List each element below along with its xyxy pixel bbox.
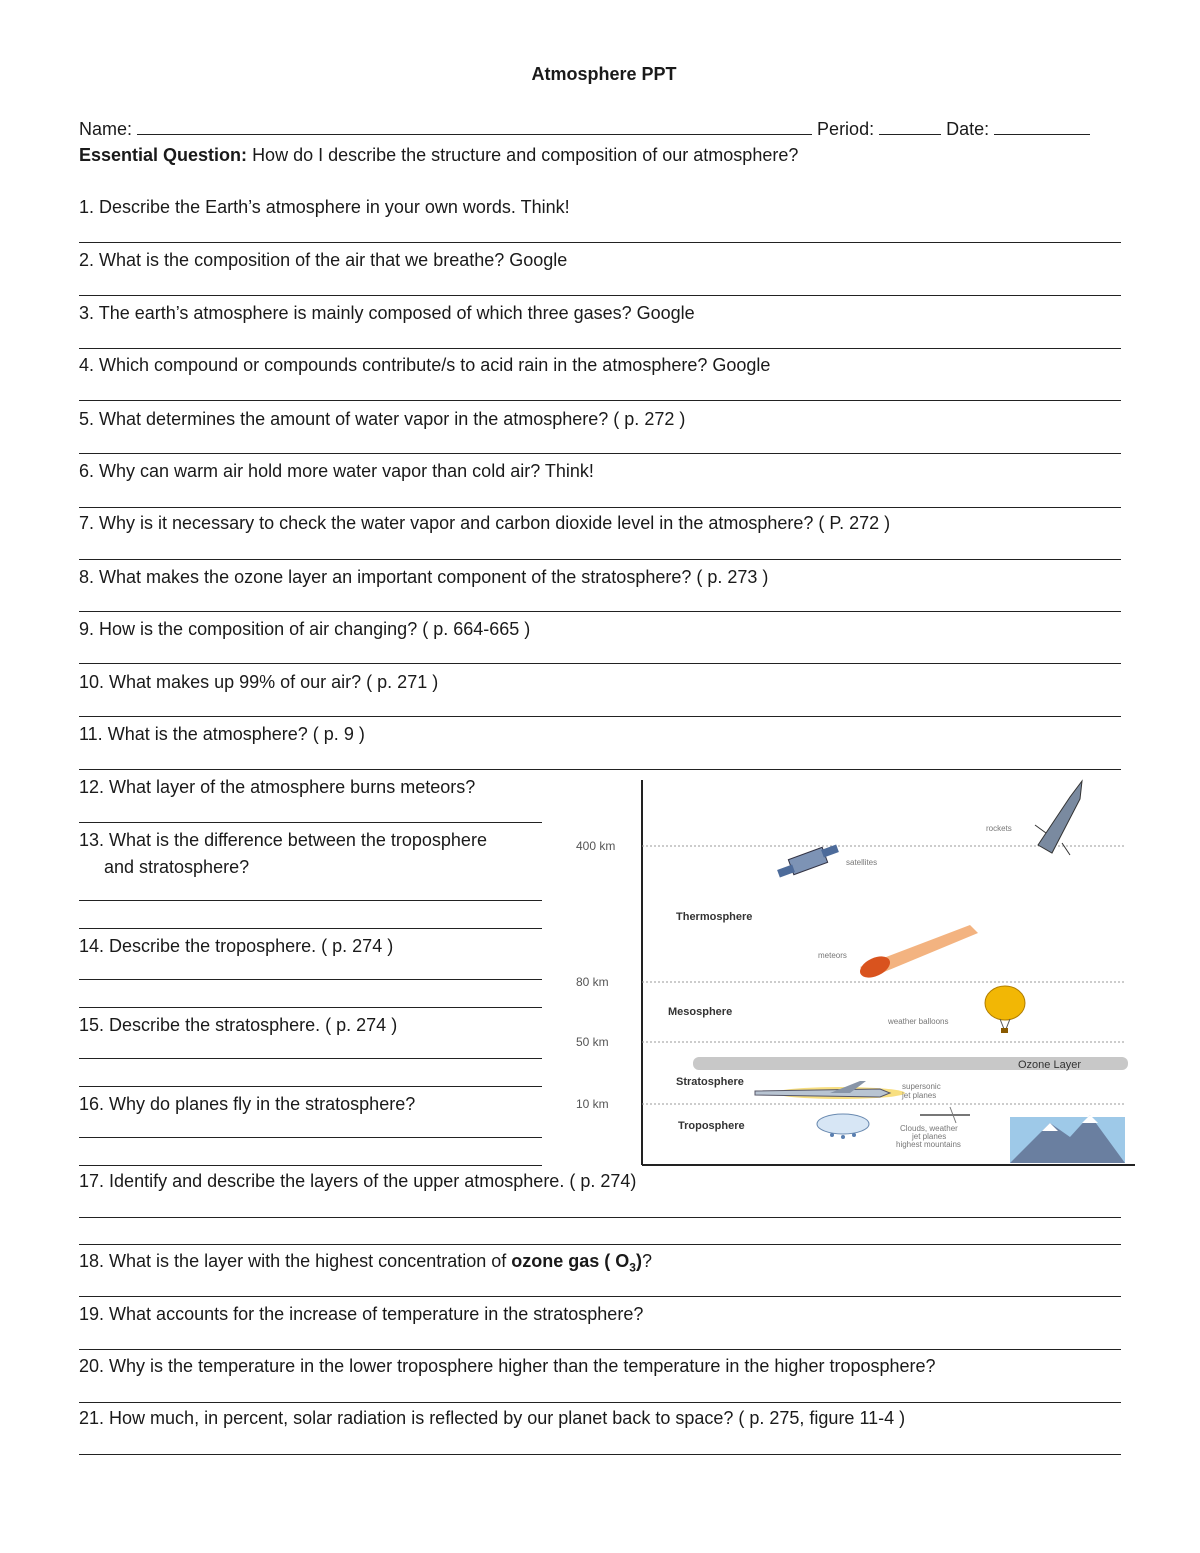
altitude-label: 80 km [576, 975, 609, 989]
answer-line[interactable] [79, 1454, 1121, 1455]
object-label: Clouds, weather [900, 1124, 958, 1133]
answer-line[interactable] [79, 242, 1121, 243]
meteor-icon [857, 925, 978, 982]
question-18: 18. What is the layer with the highest concentration of ozone gas ( $O_3$)? [79, 1251, 652, 1275]
question-9: 9. How is the composition of air changing? ( p. 664-665 ) [79, 619, 531, 639]
question-8: 8. What makes the ozone layer an important component of the stratosphere? ( p. 273 ) [79, 567, 769, 587]
answer-line[interactable] [79, 348, 1121, 349]
essential-text: How do I describe the structure and composition of our atmosphere? [252, 145, 799, 165]
object-label: meteors [818, 951, 847, 960]
question-15: 15. Describe the stratosphere. ( p. 274 ) [79, 1015, 398, 1035]
altitude-label: 50 km [576, 1035, 609, 1049]
page-title: Atmosphere PPT [531, 64, 677, 84]
question-5: 5. What determines the amount of water vapor in the atmosphere? ( p. 272 ) [79, 409, 686, 429]
object-label: highest mountains [896, 1140, 961, 1149]
question-10: 10. What makes up 99% of our air? ( p. 271 ) [79, 672, 439, 692]
ozone-label: Ozone Layer [1018, 1059, 1081, 1071]
answer-line[interactable] [79, 1217, 1121, 1218]
question-16: 16. Why do planes fly in the stratosphere? [79, 1094, 416, 1114]
answer-line[interactable] [79, 1137, 542, 1138]
question-3: 3. The earth’s atmosphere is mainly composed of which three gases? Google [79, 303, 695, 323]
layer-label: Stratosphere [676, 1076, 744, 1088]
answer-line[interactable] [79, 295, 1121, 296]
question-1: 1. Describe the Earth’s atmosphere in your own words. Think! [79, 197, 570, 217]
answer-line[interactable] [79, 1349, 1121, 1350]
answer-line[interactable] [79, 928, 542, 929]
object-label: weather balloons [888, 1017, 949, 1026]
question-13: 13. What is the difference between the troposphere [79, 830, 487, 850]
question-14: 14. Describe the troposphere. ( p. 274 ) [79, 936, 394, 956]
answer-line[interactable] [79, 822, 542, 823]
jet-plane-icon [920, 1107, 970, 1123]
date-label: Date: [946, 119, 990, 139]
answer-line[interactable] [79, 559, 1121, 560]
layer-label: Troposphere [678, 1120, 745, 1132]
layer-label: Mesosphere [668, 1006, 733, 1018]
answer-line[interactable] [79, 507, 1121, 508]
answer-line[interactable] [79, 400, 1121, 401]
answer-line[interactable] [79, 1007, 542, 1008]
header-row [79, 116, 1090, 140]
answer-line[interactable] [79, 979, 542, 980]
date-field[interactable] [994, 116, 1090, 135]
name-field[interactable] [137, 116, 812, 135]
mountain-icon [1010, 1115, 1125, 1163]
question-21: 21. How much, in percent, solar radiation is reflected by our planet back to space? ( p. 275, figure 11-4 ) [79, 1408, 906, 1428]
question-17: 17. Identify and describe the layers of the upper atmosphere. ( p. 274) [79, 1171, 637, 1191]
period-label: Period: [817, 119, 875, 139]
essential-label: Essential Question: [79, 145, 248, 165]
period-field[interactable] [879, 116, 941, 135]
answer-line[interactable] [79, 611, 1121, 612]
question-7: 7. Why is it necessary to check the water vapor and carbon dioxide level in the atmosphere? ( P. 272 ) [79, 513, 891, 533]
answer-line[interactable] [79, 1244, 1121, 1245]
answer-line[interactable] [79, 1402, 1121, 1403]
answer-line[interactable] [79, 716, 1121, 717]
name-label: Name: [79, 119, 133, 139]
satellite-icon [777, 845, 839, 878]
object-label: jet planes [912, 1132, 947, 1141]
question-6: 6. Why can warm air hold more water vapor than cold air? Think! [79, 461, 594, 481]
answer-line[interactable] [79, 1165, 542, 1166]
question-2: 2. What is the composition of the air that we breathe? Google [79, 250, 568, 270]
answer-line[interactable] [79, 1058, 542, 1059]
answer-line[interactable] [79, 900, 542, 901]
question-4: 4. Which compound or compounds contribute/s to acid rain in the atmosphere? Google [79, 355, 771, 375]
question-11: 11. What is the atmosphere? ( p. 9 ) [79, 724, 365, 744]
object-label: supersonic [902, 1082, 941, 1091]
answer-line[interactable] [79, 663, 1121, 664]
answer-line[interactable] [79, 1296, 1121, 1297]
object-label: rockets [986, 824, 1012, 833]
answer-line[interactable] [79, 1086, 542, 1087]
object-label: satellites [846, 858, 878, 867]
layer-label: Thermosphere [676, 911, 753, 923]
object-label: jet planes [902, 1091, 937, 1100]
question-13-continued: and stratosphere? [104, 857, 250, 877]
rocket-icon [1035, 781, 1082, 855]
answer-line[interactable] [79, 453, 1121, 454]
question-20: 20. Why is the temperature in the lower troposphere higher than the temperature in the higher troposphere? [79, 1356, 936, 1376]
question-19: 19. What accounts for the increase of temperature in the stratosphere? [79, 1304, 644, 1324]
altitude-label: 10 km [576, 1097, 609, 1111]
weather-balloon-icon [985, 986, 1025, 1033]
supersonic-jet-icon [755, 1081, 905, 1099]
atmosphere-layers-diagram [560, 775, 1140, 1170]
essential-question [79, 144, 798, 166]
cloud-icon [817, 1114, 869, 1139]
altitude-label: 400 km [576, 839, 616, 853]
question-12: 12. What layer of the atmosphere burns meteors? [79, 777, 476, 797]
answer-line[interactable] [79, 769, 1121, 770]
